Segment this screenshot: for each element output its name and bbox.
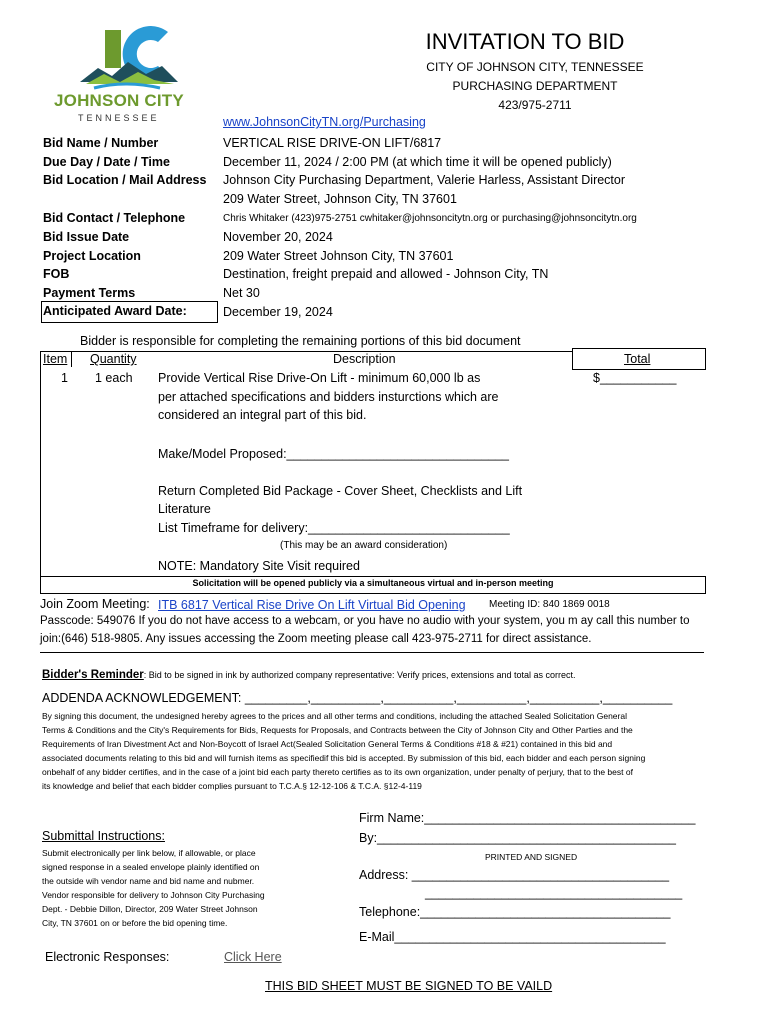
- signature-required-note: THIS BID SHEET MUST BE SIGNED TO BE VAILD: [265, 979, 553, 993]
- address-field[interactable]: Address: _____________________________________: [359, 868, 670, 882]
- item-number: 1: [61, 371, 68, 385]
- purchasing-link[interactable]: www.JohnsonCityTN.org/Purchasing: [223, 115, 426, 129]
- zoom-meeting-id: Meeting ID: 840 1869 0018: [489, 599, 610, 610]
- org-name: CITY OF JOHNSON CITY, TENNESSEE: [426, 60, 644, 74]
- logo-subtitle: TENNESSEE: [78, 113, 160, 123]
- signed-by-field[interactable]: By:___________________________________________: [359, 831, 676, 845]
- item-description: per attached specifications and bidders insturctions which are: [158, 390, 499, 404]
- item-description: considered an integral part of this bid.: [158, 408, 367, 422]
- award-consideration-note: (This may be an award consideration): [280, 540, 448, 551]
- site-visit-note: NOTE: Mandatory Site Visit required: [158, 559, 360, 573]
- zoom-passcode: Passcode: 549076 If you do not have access to a webcam, or you have no audio with your system, you m ay call this number to: [40, 615, 690, 627]
- return-instructions: Return Completed Bid Package - Cover Sheet, Checklists and Lift: [158, 484, 523, 498]
- bidder-reminder: [42, 665, 576, 683]
- legal-line: Requirements of Iran Divestment Act and Non-Boycott of Israel Act(Sealed Solicitation General Terms & Conditions #18 & #21) contained in this bid and: [42, 739, 613, 749]
- electronic-responses-label: Electronic Responses:: [45, 950, 170, 964]
- telephone-field[interactable]: Telephone:____________________________________: [359, 905, 671, 919]
- legal-line: its knowledge and belief that each bidder complies pursuant to T.C.A.§ 12-12-106 & T.C.A. §12-4-119: [42, 781, 422, 791]
- item-description: Provide Vertical Rise Drive-On Lift - minimum 60,000 lb as: [158, 371, 481, 385]
- responsibility-note: Bidder is responsible for completing the remaining portions of this bid document: [80, 334, 521, 348]
- field-label: Due Day / Date / Time: [43, 155, 170, 169]
- item-total-field[interactable]: $___________: [593, 371, 677, 385]
- submittal-line: Submit electronically per link below, if allowable, or place: [42, 848, 256, 858]
- legal-line: Terms & Conditions and the City's Requirements for Bids, Requests for Proposals, and Contracts between the City of Johnson City and Other Parties and the: [42, 725, 633, 735]
- zoom-link[interactable]: ITB 6817 Vertical Rise Drive On Lift Virtual Bid Opening: [158, 598, 466, 612]
- zoom-bottom-rule: [40, 652, 704, 653]
- submittal-line: Vendor responsible for delivery to Johnson City Purchasing: [42, 890, 265, 900]
- field-value: December 11, 2024 / 2:00 PM (at which time it will be opened publicly): [223, 155, 612, 169]
- field-value: 209 Water Street Johnson City, TN 37601: [223, 249, 454, 263]
- submittal-line: signed response in a sealed envelope plainly identified on: [42, 862, 260, 872]
- field-value: Johnson City Purchasing Department, Valerie Harless, Assistant Director: [223, 173, 626, 187]
- field-label: Bid Contact / Telephone: [43, 211, 186, 225]
- submittal-line: Dept. - Debbie Dillon, Director, 209 Water Street Johnson: [42, 904, 258, 914]
- return-instructions: Literature: [158, 502, 211, 516]
- submittal-title: Submittal Instructions:: [42, 829, 165, 843]
- table-left-border: [40, 366, 41, 580]
- legal-line: onbehalf of any bidder certifies, and in the case of a joint bid each party thereto certifies as to its own organization, under penalty of perjury, that to the best of: [42, 767, 633, 777]
- field-label: Project Location: [43, 249, 141, 263]
- field-label: Bid Name / Number: [43, 136, 159, 150]
- field-value: VERTICAL RISE DRIVE-ON LIFT/6817: [223, 136, 442, 150]
- email-field[interactable]: E-Mail_______________________________________: [359, 930, 666, 944]
- click-here-link[interactable]: Click Here: [224, 950, 282, 964]
- field-value: Chris Whitaker (423)975-2751 cwhitaker@johnsoncitytn.org or purchasing@johnsoncitytn.org: [223, 213, 637, 224]
- legal-line: associated documents relating to this bid and will furnish items as specifiedif this bid is accepted. By submission of this bid, each bidder and each person signing: [42, 753, 646, 763]
- page-title: INVITATION TO BID: [425, 29, 625, 54]
- reminder-text: : Bid to be signed in ink by authorized company representative: Verify prices, extensions and total as correct.: [143, 670, 576, 680]
- address-line-2-field[interactable]: _____________________________________: [425, 886, 683, 900]
- legal-terms: [42, 709, 645, 793]
- dept-phone: 423/975-2711: [498, 98, 572, 112]
- submittal-line: the outside wih vendor name and bid name and nubmer.: [42, 876, 255, 886]
- solicitation-note: Solicitation will be opened publicly via a simultaneous virtual and in-person meeting: [192, 578, 554, 588]
- field-label: Anticipated Award Date:: [43, 304, 187, 318]
- field-value: December 19, 2024: [223, 305, 333, 319]
- field-label: Bid Issue Date: [43, 230, 130, 244]
- field-value: Destination, freight prepaid and allowed - Johnson City, TN: [223, 267, 549, 281]
- field-value: November 20, 2024: [223, 230, 333, 244]
- addenda-acknowledgement-field[interactable]: ADDENDA ACKNOWLEDGEMENT: _________,__________,__________,__________,__________,__________: [42, 691, 673, 705]
- reminder-label: Bidder's Reminder: [42, 669, 144, 681]
- field-label: Payment Terms: [43, 286, 136, 300]
- col-item: Item: [43, 352, 68, 366]
- dept-name: PURCHASING DEPARTMENT: [452, 79, 618, 93]
- legal-line: By signing this document, the undesigned hereby agrees to the prices and all other terms and conditions, including the attached Sealed Solicitation General: [42, 711, 627, 721]
- col-total: Total: [624, 352, 651, 366]
- submittal-instructions: [42, 846, 265, 930]
- field-label: FOB: [43, 267, 70, 281]
- field-value: Net 30: [223, 286, 260, 300]
- col-description: Description: [333, 352, 396, 366]
- zoom-join-label: Join Zoom Meeting:: [40, 597, 150, 611]
- field-value: 209 Water Street, Johnson City, TN 37601: [223, 192, 457, 206]
- firm-name-field[interactable]: Firm Name:_______________________________________: [359, 811, 696, 825]
- delivery-timeframe-field[interactable]: List Timeframe for delivery:_____________________________: [158, 521, 510, 535]
- submittal-line: City, TN 37601 on or before the bid opening time.: [42, 918, 228, 928]
- header-rule: [70, 351, 572, 352]
- col-quantity: Quantity: [90, 352, 137, 366]
- logo-mark-icon: [50, 26, 200, 96]
- make-model-field[interactable]: Make/Model Proposed:________________________________: [158, 447, 510, 461]
- printed-signed-label: PRINTED AND SIGNED: [485, 852, 578, 862]
- zoom-phone: join:(646) 518-9805. Any issues accessing the Zoom meeting please call 423-975-2711 for direct assistance.: [40, 633, 592, 645]
- item-quantity: 1 each: [95, 371, 133, 385]
- logo-name: JOHNSON CITY: [54, 91, 184, 110]
- field-label: Bid Location / Mail Address: [43, 173, 207, 187]
